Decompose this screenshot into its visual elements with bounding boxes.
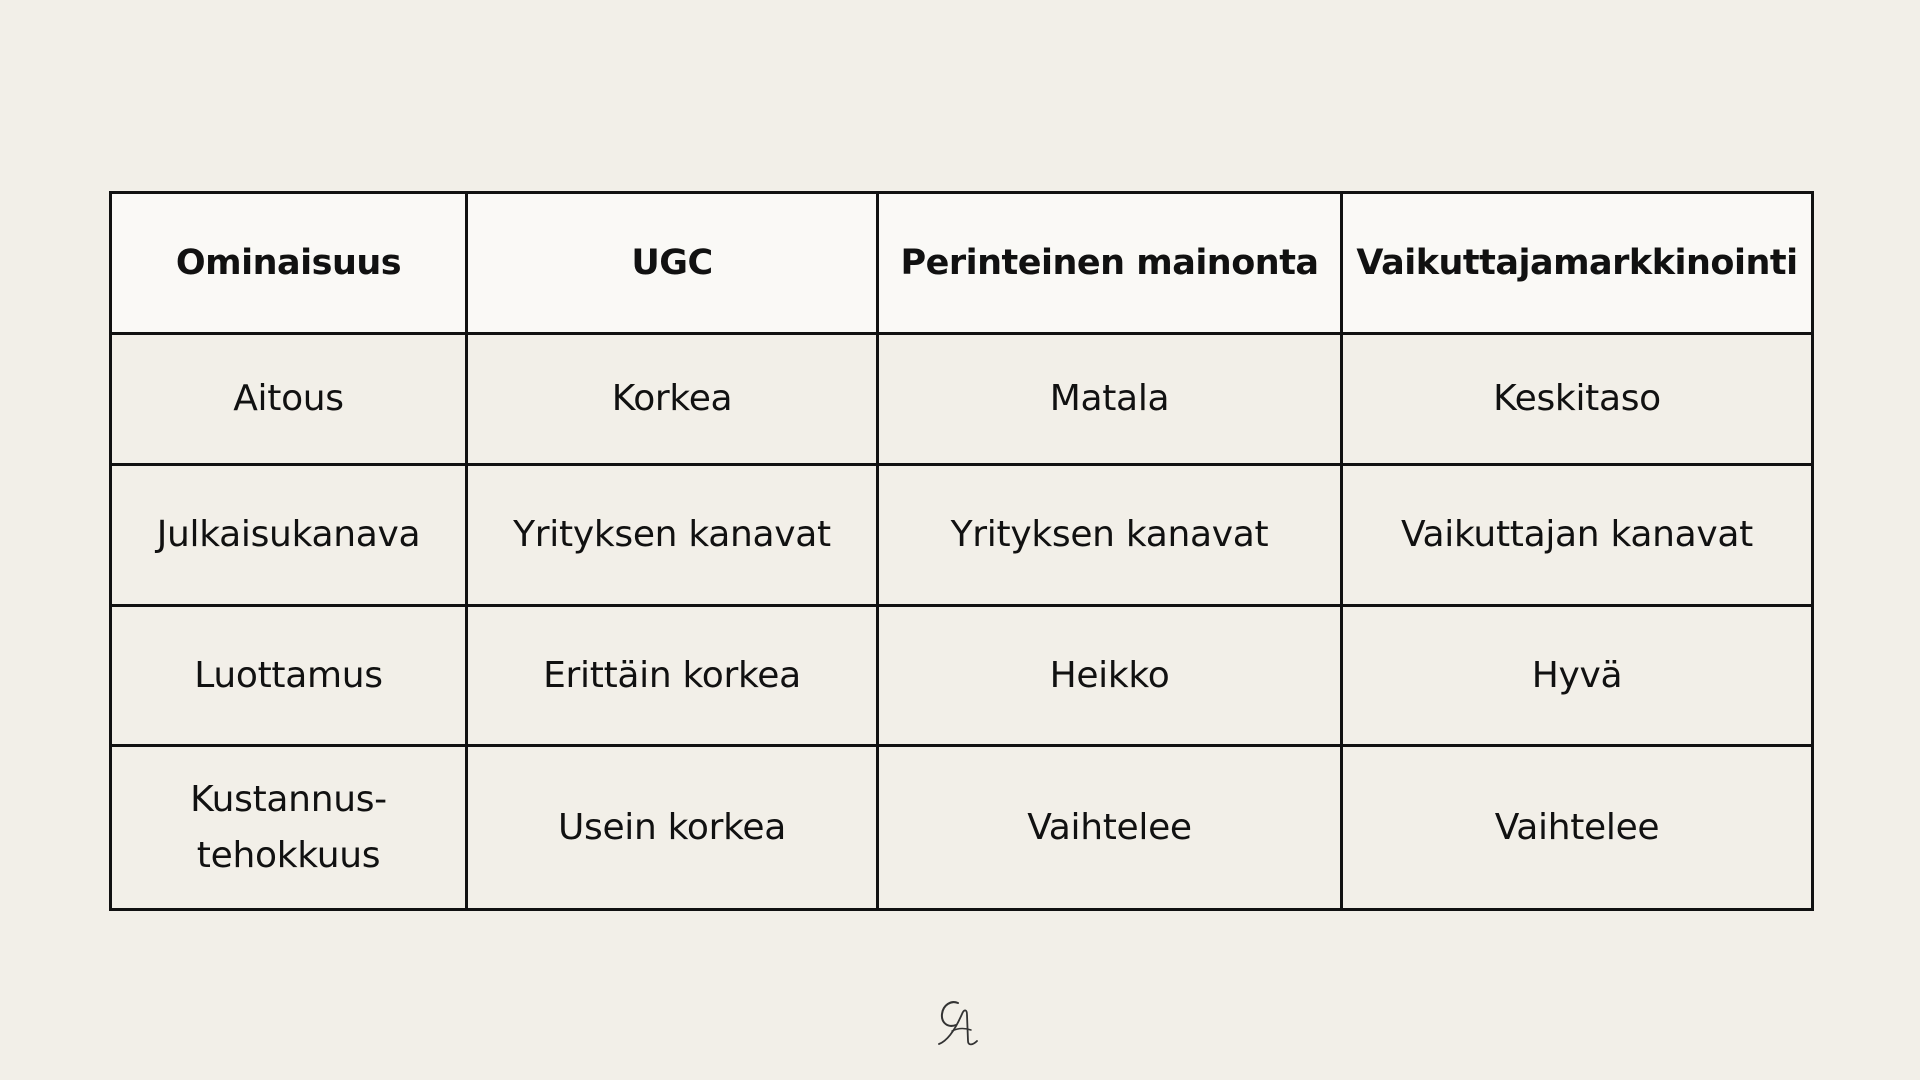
row-label-line: Kustannus- <box>190 778 387 820</box>
table-cell: Vaihtelee <box>1342 746 1813 910</box>
row-label-line: tehokkuus <box>196 834 381 876</box>
table-row <box>111 334 1813 465</box>
table-cell: Usein korkea <box>467 746 878 910</box>
table-cell: Yrityksen kanavat <box>878 465 1342 606</box>
table-header-row <box>111 193 1813 334</box>
row-label-cost-effectiveness <box>111 746 467 910</box>
table-cell: Yrityksen kanavat <box>467 465 878 606</box>
table-cell: Keskitaso <box>1342 334 1813 465</box>
column-header-feature: Ominaisuus <box>111 193 467 334</box>
comparison-table <box>109 191 1814 911</box>
row-label-trust: Luottamus <box>111 606 467 746</box>
column-header-ugc: UGC <box>467 193 878 334</box>
row-label-publishing-channel: Julkaisukanava <box>111 465 467 606</box>
table-cell: Hyvä <box>1342 606 1813 746</box>
table-cell: Vaihtelee <box>878 746 1342 910</box>
table-row <box>111 465 1813 606</box>
table-cell: Erittäin korkea <box>467 606 878 746</box>
table-cell: Heikko <box>878 606 1342 746</box>
row-label-authenticity: Aitous <box>111 334 467 465</box>
table-row <box>111 746 1813 910</box>
table-row <box>111 606 1813 746</box>
comparison-table-container <box>109 191 1811 908</box>
monogram-logo <box>934 996 986 1050</box>
column-header-influencer-marketing: Vaikuttajamarkkinointi <box>1342 193 1813 334</box>
table-cell: Korkea <box>467 334 878 465</box>
table-cell: Matala <box>878 334 1342 465</box>
table-cell: Vaikuttajan kanavat <box>1342 465 1813 606</box>
column-header-traditional-advertising: Perinteinen mainonta <box>878 193 1342 334</box>
